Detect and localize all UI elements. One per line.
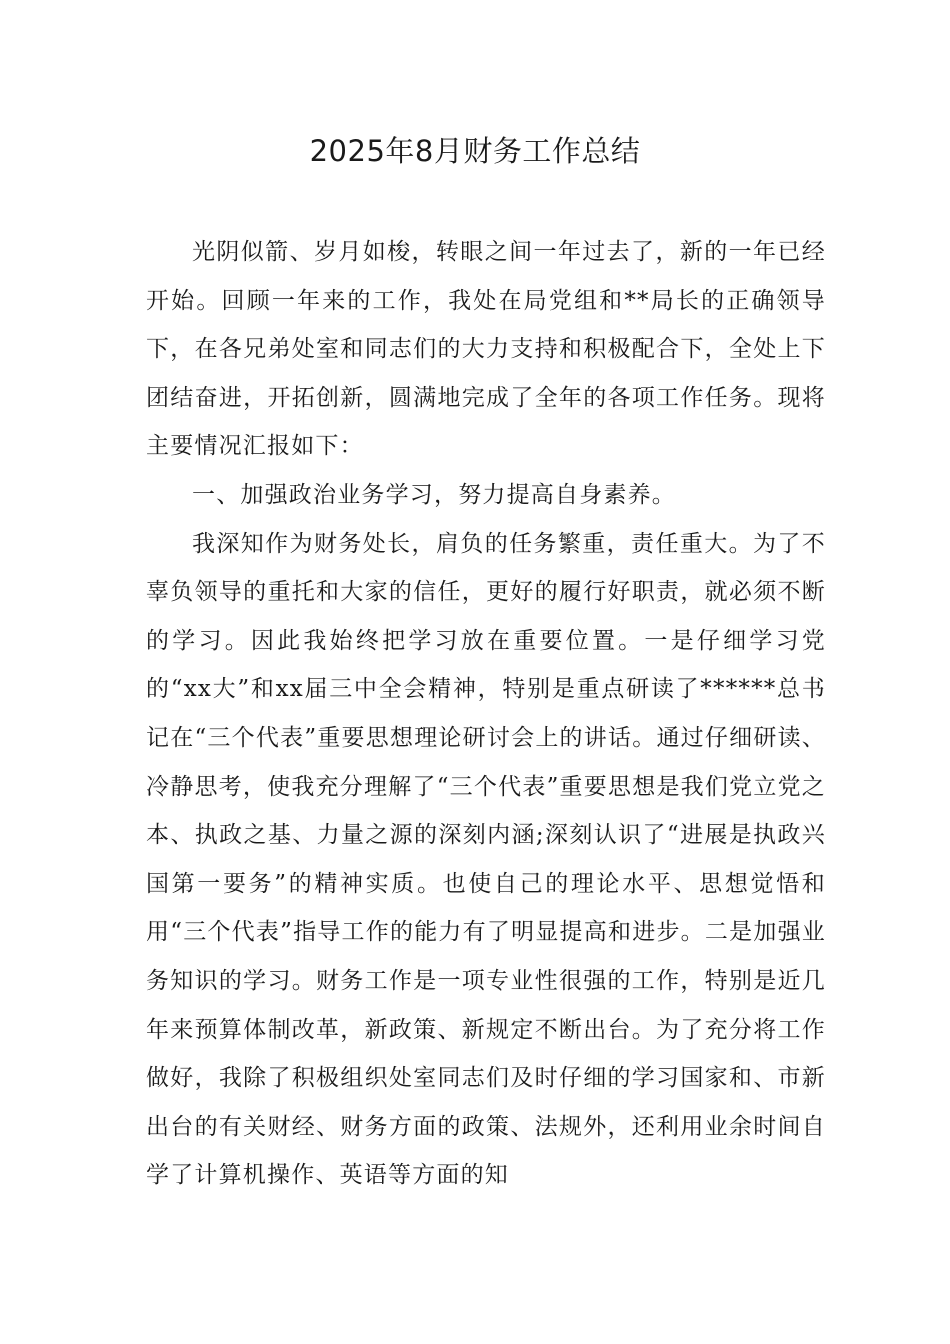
paragraph-section-heading: 一、加强政治业务学习，努力提高自身素养。 — [192, 481, 676, 508]
document-body — [146, 228, 826, 1200]
document-title: 2025年8月财务工作总结 — [309, 134, 641, 168]
paragraph-intro: 光阴似箭、岁月如梭，转眼之间一年过去了，新的一年已经开始。回顾一年来的工作，我处在局党组和**局长的正确领导下，在各兄弟处室和同志们的大力支持和积极配合下，全处上下团结奋进，开拓创新，圆满地完成了全年的各项工作任务。现将主要情况汇报如下： — [146, 239, 826, 460]
paragraph-study: 我深知作为财务处长，肩负的任务繁重，责任重大。为了不辜负领导的重托和大家的信任，更好的履行好职责，就必须不断的学习。因此我始终把学习放在重要位置。一是仔细学习党的“xx大”和xx届三中全会精神，特别是重点研读了******总书记在“三个代表”重要思想理论研讨会上的讲话。通过仔细研读、冷静思考，使我充分理解了“三个代表”重要思想是我们党立党之本、执政之基、力量之源的深刻内涵;深刻认识了“进展是执政兴国第一要务”的精神实质。也使自己的理论水平、思想觉悟和用“三个代表”指导工作的能力有了明显提高和进步。二是加强业务知识的学习。财务工作是一项专业性很强的工作，特别是近几年来预算体制改革，新政策、新规定不断出台。为了充分将工作做好，我除了积极组织处室同志们及时仔细的学习国家和、市新出台的有关财经、财务方面的政策、法规外，还利用业余时间自学了计算机操作、英语等方面的知 — [146, 530, 826, 1189]
